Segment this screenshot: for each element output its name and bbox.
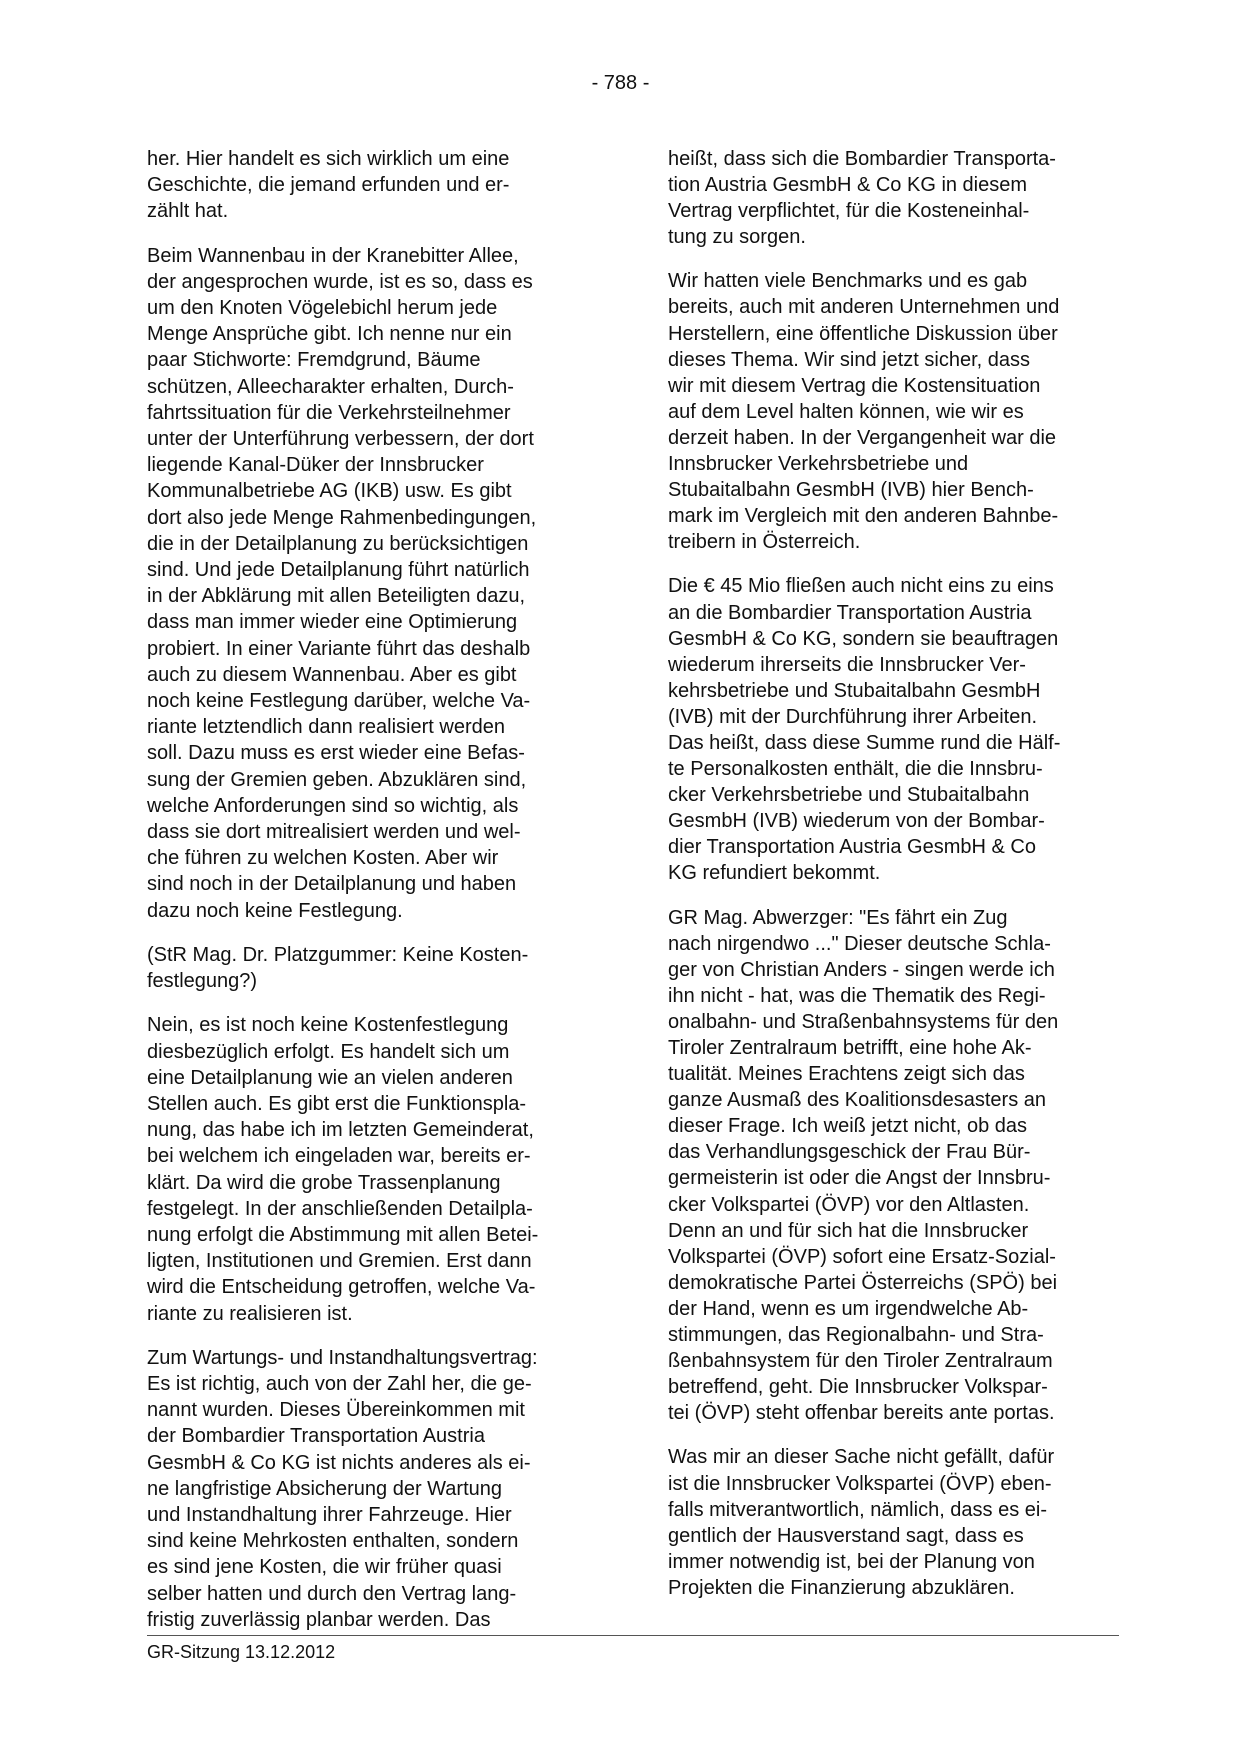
text-line: stimmungen, das Regionalbahn- und Stra- <box>668 1324 1044 1347</box>
text-line: ger von Christian Anders - singen werde ich <box>668 958 1055 981</box>
text-line: Vertrag verpflichtet, für die Kosteneinhal- <box>668 200 1030 223</box>
text-line: wir mit diesem Vertrag die Kostensituation <box>668 374 1041 397</box>
text-line: und Instandhaltung ihrer Fahrzeuge. Hier <box>147 1503 512 1526</box>
paragraph <box>147 942 593 994</box>
text-line: selber hatten und durch den Vertrag lang- <box>147 1582 517 1605</box>
text-line: GR Mag. Abwerzger: "Es fährt ein Zug <box>668 906 1008 929</box>
text-line: gentlich der Hausverstand sagt, dass es <box>668 1524 1024 1547</box>
text-line: falls mitverantwortlich, nämlich, dass es ei- <box>668 1498 1048 1521</box>
text-line: GesmbH (IVB) wiederum von der Bombar- <box>668 810 1045 833</box>
text-line: dort also jede Menge Rahmenbedingungen, <box>147 506 537 529</box>
text-line: cker Verkehrsbetriebe und Stubaitalbahn <box>668 784 1030 807</box>
text-line: riante zu realisieren ist. <box>147 1302 353 1325</box>
text-line: der Bombardier Transportation Austria <box>147 1425 485 1448</box>
text-line: sung der Gremien geben. Abzuklären sind, <box>147 768 527 791</box>
paragraph <box>147 146 593 225</box>
text-line: bei welchem ich eingeladen war, bereits er- <box>147 1145 531 1168</box>
text-line: Projekten die Finanzierung abzuklären. <box>668 1576 1015 1599</box>
text-line: es sind jene Kosten, die wir früher quasi <box>147 1556 502 1579</box>
text-line: GesmbH & Co KG ist nichts anderes als ei- <box>147 1451 531 1474</box>
text-line: nach nirgendwo ..." Dieser deutsche Schla- <box>668 932 1051 955</box>
text-line: ist die Innsbrucker Volkspartei (ÖVP) eben- <box>668 1472 1052 1495</box>
text-line: Herstellern, eine öffentliche Diskussion über <box>668 322 1058 345</box>
text-line: diesbezüglich erfolgt. Es handelt sich um <box>147 1040 510 1063</box>
text-line: her. Hier handelt es sich wirklich um eine <box>147 148 510 170</box>
text-line: ihn nicht - hat, was die Thematik des Regi- <box>668 984 1046 1007</box>
text-line: Innsbrucker Verkehrsbetriebe und <box>668 453 969 476</box>
text-line: Zum Wartungs- und Instandhaltungsvertrag: <box>147 1346 538 1369</box>
footer-session-date: GR-Sitzung 13.12.2012 <box>147 1642 336 1662</box>
left-column <box>147 146 593 1651</box>
text-line: das Verhandlungsgeschick der Frau Bür- <box>668 1141 1031 1164</box>
footer-divider <box>147 1635 1119 1636</box>
text-line: (IVB) mit der Durchführung ihrer Arbeiten. <box>668 705 1038 728</box>
text-line: ßenbahnsystem für den Tiroler Zentralraum <box>668 1350 1053 1373</box>
text-line: betreffend, geht. Die Innsbrucker Volkspar- <box>668 1376 1048 1399</box>
text-line: cker Volkspartei (ÖVP) vor den Altlasten. <box>668 1193 1030 1216</box>
right-column <box>668 146 1120 1619</box>
text-line: KG refundiert bekommt. <box>668 862 881 885</box>
text-line: kehrsbetriebe und Stubaitalbahn GesmbH <box>668 679 1041 702</box>
text-line: bereits, auch mit anderen Unternehmen und <box>668 296 1060 319</box>
text-line: Denn an und für sich hat die Innsbrucker <box>668 1219 1029 1242</box>
text-line: mark im Vergleich mit den anderen Bahnbe- <box>668 505 1059 528</box>
text-line: fristig zuverlässig planbar werden. Das <box>147 1608 491 1631</box>
text-line: germeisterin ist oder die Angst der Innsbru- <box>668 1167 1051 1190</box>
text-line: wird die Entscheidung getroffen, welche Va- <box>147 1276 536 1299</box>
text-line: eine Detailplanung wie an vielen anderen <box>147 1066 513 1089</box>
text-line: liegende Kanal-Düker der Innsbrucker <box>147 454 484 477</box>
paragraph <box>668 268 1120 555</box>
text-line: sind noch in der Detailplanung und haben <box>147 873 517 896</box>
text-line: an die Bombardier Transportation Austria <box>668 601 1032 624</box>
text-line: dieses Thema. Wir sind jetzt sicher, dass <box>668 348 1030 371</box>
text-line: auch zu diesem Wannenbau. Aber es gibt <box>147 663 517 686</box>
text-line: nung, das habe ich im letzten Gemeinderat, <box>147 1119 534 1142</box>
text-line: nannt wurden. Dieses Übereinkommen mit <box>147 1399 525 1422</box>
paragraph <box>147 1012 593 1326</box>
text-line: sind. Und jede Detailplanung führt natürlich <box>147 559 530 582</box>
text-line: fahrtssituation für die Verkehrsteilnehmer <box>147 401 511 424</box>
text-line: Stellen auch. Es gibt erst die Funktionspla- <box>147 1092 527 1115</box>
text-line: der angesprochen wurde, ist es so, dass es <box>147 270 533 293</box>
text-line: Geschichte, die jemand erfunden und er- <box>147 174 510 197</box>
text-line: ganze Ausmaß des Koalitionsdesasters an <box>668 1089 1046 1112</box>
text-line: ne langfristige Absicherung der Wartung <box>147 1477 503 1500</box>
text-line: dass sie dort mitrealisiert werden und wel- <box>147 821 521 844</box>
text-line: festlegung?) <box>147 970 258 993</box>
paragraph <box>668 146 1120 250</box>
text-line: soll. Dazu muss es erst wieder eine Befas- <box>147 742 525 765</box>
text-line: tei (ÖVP) steht offenbar bereits ante portas. <box>668 1402 1055 1425</box>
text-line: auf dem Level halten können, wie wir es <box>668 400 1024 423</box>
text-line: immer notwendig ist, bei der Planung von <box>668 1550 1035 1573</box>
text-line: Kommunalbetriebe AG (IKB) usw. Es gibt <box>147 480 512 503</box>
text-line: Beim Wannenbau in der Kranebitter Allee, <box>147 244 519 267</box>
text-line: tion Austria GesmbH & Co KG in diesem <box>668 174 1028 197</box>
page-number: - 788 - <box>591 72 650 94</box>
text-line: derzeit haben. In der Vergangenheit war die <box>668 426 1057 449</box>
paragraph <box>668 1444 1120 1601</box>
text-line: dass man immer wieder eine Optimierung <box>147 611 518 634</box>
text-line: nung erfolgt die Abstimmung mit allen Betei- <box>147 1223 539 1246</box>
text-line: Wir hatten viele Benchmarks und es gab <box>668 270 1028 293</box>
text-line: Es ist richtig, auch von der Zahl her, die ge- <box>147 1372 532 1395</box>
text-line: Volkspartei (ÖVP) sofort eine Ersatz-Sozial- <box>668 1245 1056 1268</box>
text-line: te Personalkosten enthält, die die Innsbru- <box>668 758 1043 781</box>
paragraph <box>147 243 593 924</box>
text-line: tung zu sorgen. <box>668 226 806 249</box>
text-line: Tiroler Zentralraum betrifft, eine hohe Ak- <box>668 1037 1032 1059</box>
text-line: zählt hat. <box>147 200 229 223</box>
paragraph <box>668 905 1120 1427</box>
text-line: dieser Frage. Ich weiß jetzt nicht, ob das <box>668 1115 1028 1138</box>
text-line: noch keine Festlegung darüber, welche Va- <box>147 690 531 713</box>
text-line: unter der Unterführung verbessern, der dort <box>147 428 534 451</box>
text-line: probiert. In einer Variante führt das deshalb <box>147 637 531 660</box>
paragraph <box>147 1345 593 1633</box>
text-line: klärt. Da wird die grobe Trassenplanung <box>147 1171 501 1194</box>
text-line: riante letztendlich dann realisiert werden <box>147 716 505 739</box>
text-line: onalbahn- und Straßenbahnsystems für den <box>668 1010 1059 1033</box>
text-line: Das heißt, dass diese Summe rund die Hälf- <box>668 731 1061 754</box>
text-line: dier Transportation Austria GesmbH & Co <box>668 836 1036 859</box>
text-line: paar Stichworte: Fremdgrund, Bäume <box>147 349 481 372</box>
text-line: Die € 45 Mio fließen auch nicht eins zu eins <box>668 575 1054 598</box>
text-line: schützen, Alleecharakter erhalten, Durch- <box>147 375 514 398</box>
text-line: treibern in Österreich. <box>668 531 861 554</box>
text-line: (StR Mag. Dr. Platzgummer: Keine Kosten- <box>147 943 529 966</box>
text-line: die in der Detailplanung zu berücksichtigen <box>147 532 529 555</box>
text-line: welche Anforderungen sind so wichtig, als <box>147 794 519 817</box>
text-line: der Hand, wenn es um irgendwelche Ab- <box>668 1297 1029 1320</box>
text-line: GesmbH & Co KG, sondern sie beauftragen <box>668 627 1059 650</box>
text-line: Nein, es ist noch keine Kostenfestlegung <box>147 1014 509 1037</box>
text-line: festgelegt. In der anschließenden Detailpla- <box>147 1197 533 1220</box>
text-line: um den Knoten Vögelebichl herum jede <box>147 297 498 320</box>
text-line: Menge Ansprüche gibt. Ich nenne nur ein <box>147 323 512 346</box>
text-line: in der Abklärung mit allen Beteiligten dazu, <box>147 585 526 608</box>
text-line: heißt, dass sich die Bombardier Transporta- <box>668 148 1056 170</box>
text-line: Stubaitalbahn GesmbH (IVB) hier Bench- <box>668 479 1034 502</box>
text-line: tualität. Meines Erachtens zeigt sich das <box>668 1063 1025 1086</box>
text-line: che führen zu welchen Kosten. Aber wir <box>147 847 499 870</box>
text-line: dazu noch keine Festlegung. <box>147 899 403 922</box>
text-line: ligten, Institutionen und Gremien. Erst dann <box>147 1250 532 1273</box>
text-line: demokratische Partei Österreichs (SPÖ) bei <box>668 1271 1058 1294</box>
text-line: Was mir an dieser Sache nicht gefällt, dafür <box>668 1446 1055 1469</box>
text-line: wiederum ihrerseits die Innsbrucker Ver- <box>668 653 1026 676</box>
paragraph <box>668 573 1120 886</box>
text-line: sind keine Mehrkosten enthalten, sondern <box>147 1530 519 1553</box>
